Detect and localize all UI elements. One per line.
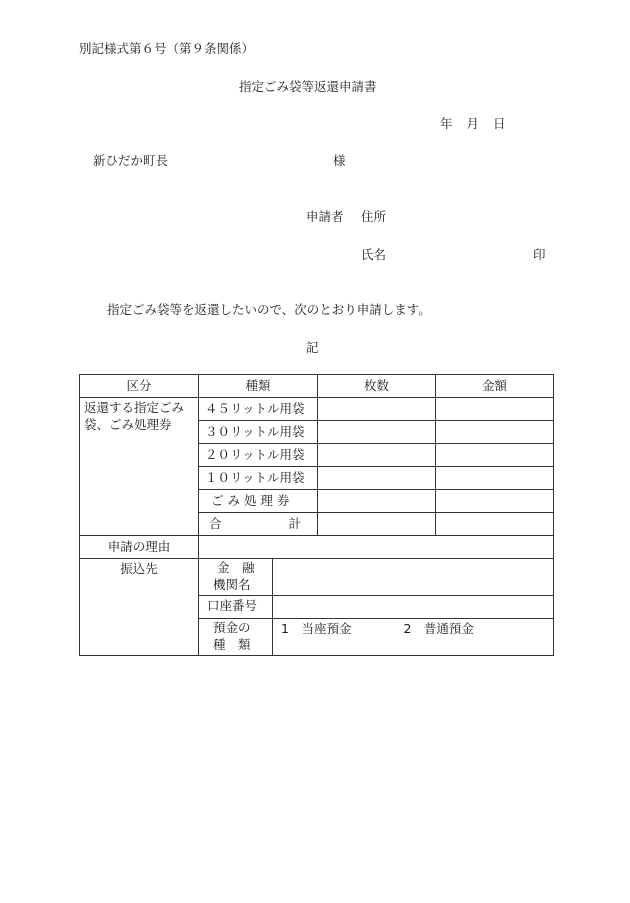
date-year-label: 年 <box>440 116 453 131</box>
total-label-right: 計 <box>288 515 302 531</box>
deposit-option-savings[interactable]: 2 普通預金 <box>403 620 474 636</box>
addressee: 新ひだか町長 <box>93 153 169 168</box>
total-label-left: 合 <box>209 515 222 531</box>
quantity-10l-field[interactable] <box>318 467 436 490</box>
header-amount: 金額 <box>436 375 554 398</box>
form-id: 別記様式第６号（第９条関係） <box>79 41 255 56</box>
bank-name-label <box>199 559 273 596</box>
reason-row <box>80 536 554 559</box>
item-20l-bag: ２０リットル用袋 <box>199 444 318 467</box>
date-line <box>440 116 506 131</box>
table-row <box>80 398 554 421</box>
bank-name-field[interactable] <box>273 559 554 596</box>
address-label: 住所 <box>361 209 387 224</box>
return-request-table <box>79 374 554 656</box>
applicant-label: 申請者 <box>306 209 344 224</box>
category-cell: 返還する指定ごみ袋、ごみ処理券 <box>80 398 199 536</box>
amount-ticket-field[interactable] <box>436 490 554 513</box>
transfer-label: 振込先 <box>80 559 199 656</box>
bank-row <box>80 559 554 596</box>
header-quantity: 枚数 <box>318 375 436 398</box>
request-statement: 指定ごみ袋等を返還したいので、次のとおり申請します。 <box>107 302 431 317</box>
account-number-label: 口座番号 <box>199 595 273 618</box>
document-title: 指定ごみ袋等返還申請書 <box>239 79 377 94</box>
bank-name-label-line1: 金 融 <box>217 560 255 575</box>
deposit-type-label-line2: 種 類 <box>213 636 251 652</box>
name-label: 氏名 <box>361 247 387 262</box>
amount-10l-field[interactable] <box>436 467 554 490</box>
amount-total-field[interactable] <box>436 513 554 536</box>
bank-name-label-line2: 機関名 <box>213 576 251 592</box>
quantity-total-field[interactable] <box>318 513 436 536</box>
header-type: 種類 <box>199 375 318 398</box>
deposit-option-current[interactable]: 1 当座預金 <box>281 620 352 636</box>
quantity-ticket-field[interactable] <box>318 490 436 513</box>
account-number-field[interactable] <box>273 595 554 618</box>
deposit-type-options <box>273 618 554 655</box>
seal-mark: 印 <box>533 247 546 262</box>
date-month-label: 月 <box>466 116 480 131</box>
quantity-45l-field[interactable] <box>318 398 436 421</box>
item-45l-bag: ４５リットル用袋 <box>199 398 318 421</box>
amount-20l-field[interactable] <box>436 444 554 467</box>
header-category: 区分 <box>80 375 199 398</box>
ki-heading: 記 <box>306 340 319 355</box>
quantity-30l-field[interactable] <box>318 421 436 444</box>
amount-30l-field[interactable] <box>436 421 554 444</box>
item-10l-bag: １０リットル用袋 <box>199 467 318 490</box>
quantity-20l-field[interactable] <box>318 444 436 467</box>
item-30l-bag: ３０リットル用袋 <box>199 421 318 444</box>
addressee-honorific: 様 <box>333 153 346 168</box>
reason-field[interactable] <box>199 536 554 559</box>
total-label <box>199 513 318 536</box>
date-day-label: 日 <box>493 116 506 131</box>
table-header-row <box>80 375 554 398</box>
item-disposal-ticket: ご み 処 理 券 <box>199 490 318 513</box>
deposit-type-label-line1: 預金の <box>213 619 251 635</box>
reason-label: 申請の理由 <box>80 536 199 559</box>
amount-45l-field[interactable] <box>436 398 554 421</box>
deposit-type-label <box>199 618 273 655</box>
